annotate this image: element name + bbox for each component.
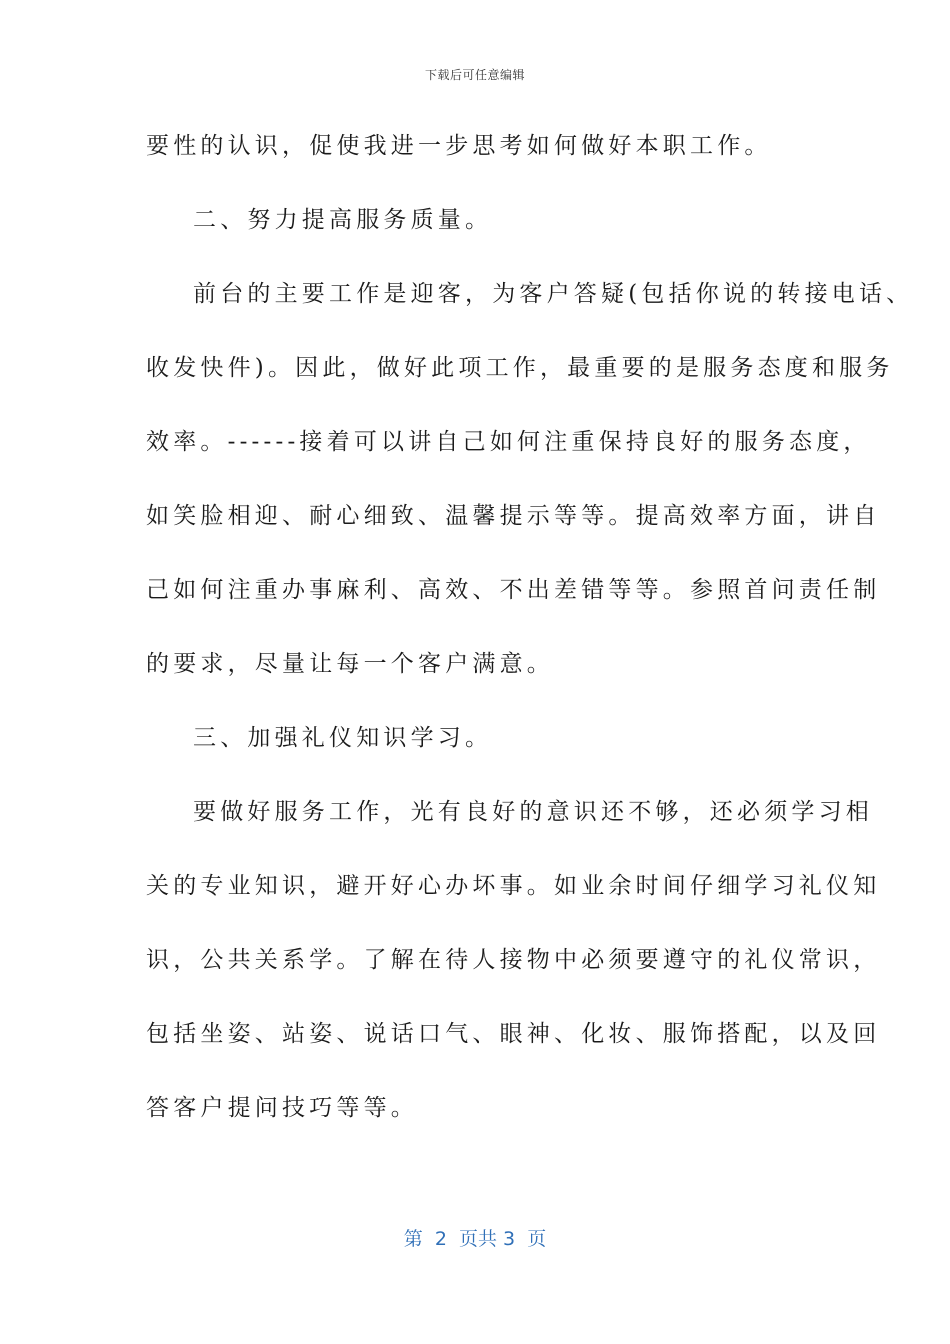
paragraph-line: 的要求，尽量让每一个客户满意。 xyxy=(146,651,554,677)
page-number-label: 第 2 页共 3 页 xyxy=(403,1228,547,1250)
paragraph-line: 效率。------接着可以讲自己如何注重保持良好的服务态度， xyxy=(146,429,871,455)
page-number xyxy=(0,1224,950,1251)
paragraph-line: 包括坐姿、站姿、说话口气、眼神、化妆、服饰搭配，以及回 xyxy=(146,1021,881,1047)
paragraph-line: 要做好服务工作，光有良好的意识还不够，还必须学习相 xyxy=(193,799,873,825)
document-body xyxy=(146,128,914,1164)
paragraph-line: 如笑脸相迎、耐心细致、温馨提示等等。提高效率方面，讲自 xyxy=(146,503,881,529)
paragraph-line: 前台的主要工作是迎客，为客户答疑(包括你说的转接电话、 xyxy=(193,281,914,307)
header-note: 下载后可任意编辑 xyxy=(424,68,525,82)
paragraph-line: 关的专业知识，避开好心办坏事。如业余时间仔细学习礼仪知 xyxy=(146,873,881,899)
paragraph-line: 己如何注重办事麻利、高效、不出差错等等。参照首问责任制 xyxy=(146,577,881,603)
paragraph-line: 要性的认识，促使我进一步思考如何做好本职工作。 xyxy=(146,133,772,159)
paragraph-line: 收发快件)。因此，做好此项工作，最重要的是服务态度和服务 xyxy=(146,355,894,381)
section-heading: 三、加强礼仪知识学习。 xyxy=(193,725,493,751)
paragraph-line: 答客户提问技巧等等。 xyxy=(146,1095,418,1121)
section-heading: 二、努力提高服务质量。 xyxy=(193,207,493,233)
paragraph-line: 识，公共关系学。了解在待人接物中必须要遵守的礼仪常识， xyxy=(146,947,881,973)
